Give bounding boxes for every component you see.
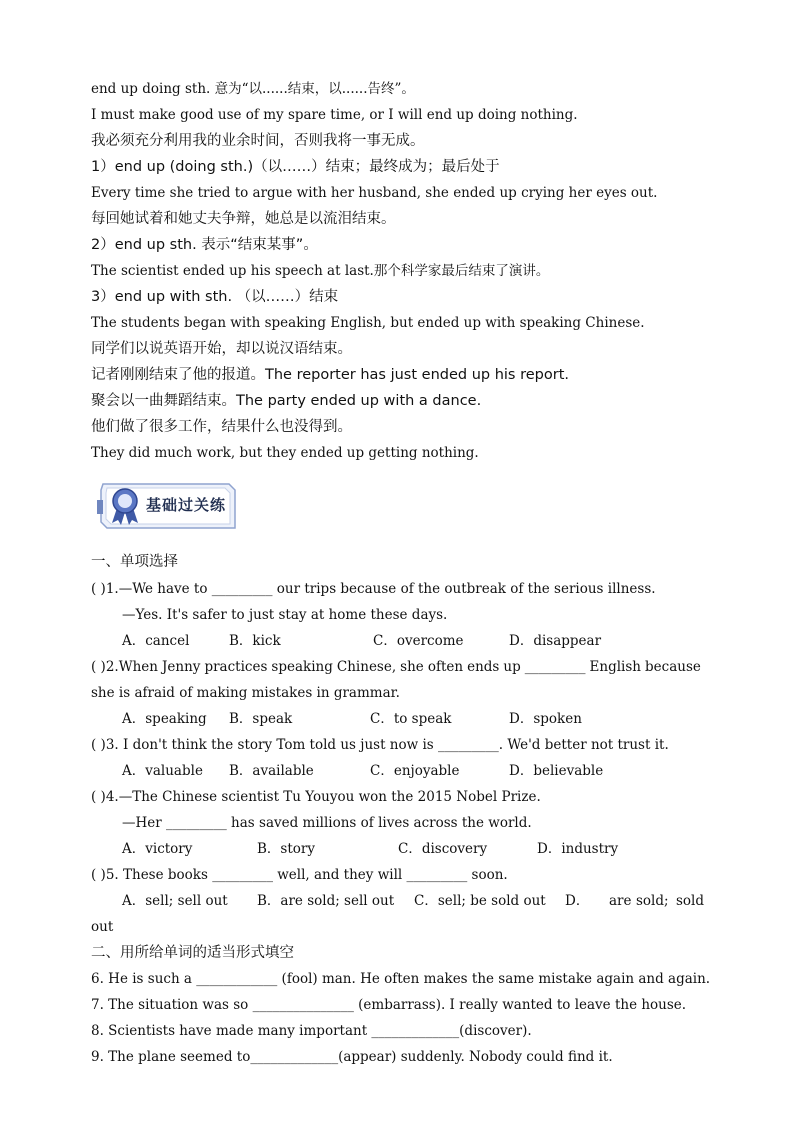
q2-word: often — [427, 659, 464, 675]
q5-option-d-word: sold; — [636, 893, 669, 909]
text-line: They did much work, but they ended up getting nothing. — [91, 445, 479, 461]
q4-option-b: B．story — [257, 841, 315, 857]
q4-option-a: A．victory — [122, 841, 193, 857]
question-7: 7. The situation was so _______________ (embarrass). I really wanted to leave the house. — [91, 997, 687, 1013]
text-line: 我必须充分利用我的业余时间，否则我将一事无成。 — [91, 133, 425, 149]
q3-option-c: C．enjoyable — [370, 763, 460, 779]
text-line: 记者刚刚结束了他的报道。The reporter has just ended up his report. — [91, 367, 569, 383]
text-line: The scientist ended up his speech at last.那个科学家最后结束了演讲。 — [91, 263, 550, 279]
text-line: 聚会以一曲舞蹈结束。The party ended up with a dance. — [91, 393, 482, 409]
text-line: end up doing sth. 意为“以......结束，以......告终”。 — [91, 81, 415, 97]
q4-option-d: D．industry — [537, 841, 619, 857]
q2-word: Chinese, — [336, 659, 397, 675]
question-4-reply: —Her _________ has saved millions of lives across the world. — [122, 815, 532, 831]
question-5: ( )5. These books _________ well, and they will _________ soon. — [91, 867, 508, 883]
question-8: 8. Scientists have made many important _____________(discover). — [91, 1023, 532, 1039]
q2-word: ( )2.When — [91, 659, 158, 675]
question-3: ( )3. I don't think the story Tom told us just now is _________. We'd better not trust it. — [91, 737, 669, 753]
q3-option-b: B．available — [229, 763, 314, 779]
question-6: 6. He is such a ____________ (fool) man. He often makes the same mistake again and again. — [91, 971, 711, 987]
text-line: 3）end up with sth. （以……）结束 — [91, 289, 339, 305]
q5-option-d-word: sold — [676, 893, 705, 909]
question-2 — [91, 658, 701, 676]
section-title: 一、单项选择 — [91, 554, 178, 570]
q5-option-b: B．are sold; sell out — [257, 893, 395, 909]
q1-option-b: B．kick — [229, 633, 281, 649]
question-1: ( )1.—We have to _________ our trips because of the outbreak of the serious illness. — [91, 581, 656, 597]
q5-option-c: C．sell; be sold out — [414, 893, 546, 909]
q3-option-d: D．believable — [509, 763, 604, 779]
q5-option-d-word: are — [609, 893, 632, 909]
medal-icon — [107, 486, 143, 526]
question-5-cont: out — [91, 919, 114, 935]
q5-option-a: A．sell; sell out — [122, 893, 228, 909]
q2-option-a: A．speaking — [122, 711, 207, 727]
text-line: 每回她试着和她丈夫争辩，她总是以流泪结束。 — [91, 211, 396, 227]
q2-word: practices — [204, 659, 268, 675]
q1-option-a: A．cancel — [122, 633, 190, 649]
text-line: Every time she tried to argue with her husband, she ended up crying her eyes out. — [91, 185, 658, 201]
q4-option-c: C．discovery — [398, 841, 488, 857]
question-9: 9. The plane seemed to_____________(appear) suddenly. Nobody could find it. — [91, 1049, 613, 1065]
section-title: 二、用所给单词的适当形式填空 — [91, 945, 294, 961]
question-1-reply: —Yes. It's safer to just stay at home these days. — [122, 607, 448, 623]
question-4: ( )4.—The Chinese scientist Tu Youyou won the 2015 Nobel Prize. — [91, 789, 541, 805]
q2-word: speaking — [271, 659, 333, 675]
q2-blank: _________ — [524, 659, 586, 675]
text-line: 他们做了很多工作，结果什么也没得到。 — [91, 419, 352, 435]
q3-option-a: A．valuable — [122, 763, 203, 779]
q5-option-d-letter: D． — [565, 893, 590, 909]
q2-option-c: C．to speak — [370, 711, 452, 727]
q2-option-b: B．speak — [229, 711, 293, 727]
text-line: 1）end up (doing sth.)（以……）结束；最终成为；最后处于 — [91, 159, 500, 175]
text-line: 同学们以说英语开始，却以说汉语结束。 — [91, 341, 352, 357]
q1-option-d: D．disappear — [509, 633, 602, 649]
q1-option-c: C．overcome — [373, 633, 464, 649]
question-2-cont: she is afraid of making mistakes in grammar. — [91, 685, 400, 701]
text-line: 2）end up sth. 表示“结束某事”。 — [91, 237, 318, 253]
q2-word: because — [645, 659, 701, 675]
text-line: I must make good use of my spare time, or I will end up doing nothing. — [91, 107, 578, 123]
q2-word: ends — [467, 659, 500, 675]
q2-word: Jenny — [162, 659, 201, 675]
badge-label: 基础过关练 — [146, 496, 227, 514]
q2-word: English — [589, 659, 641, 675]
q2-word: up — [503, 659, 521, 675]
text-line: The students began with speaking English, but ended up with speaking Chinese. — [91, 315, 645, 331]
q2-option-d: D．spoken — [509, 711, 582, 727]
q2-word: she — [400, 659, 424, 675]
